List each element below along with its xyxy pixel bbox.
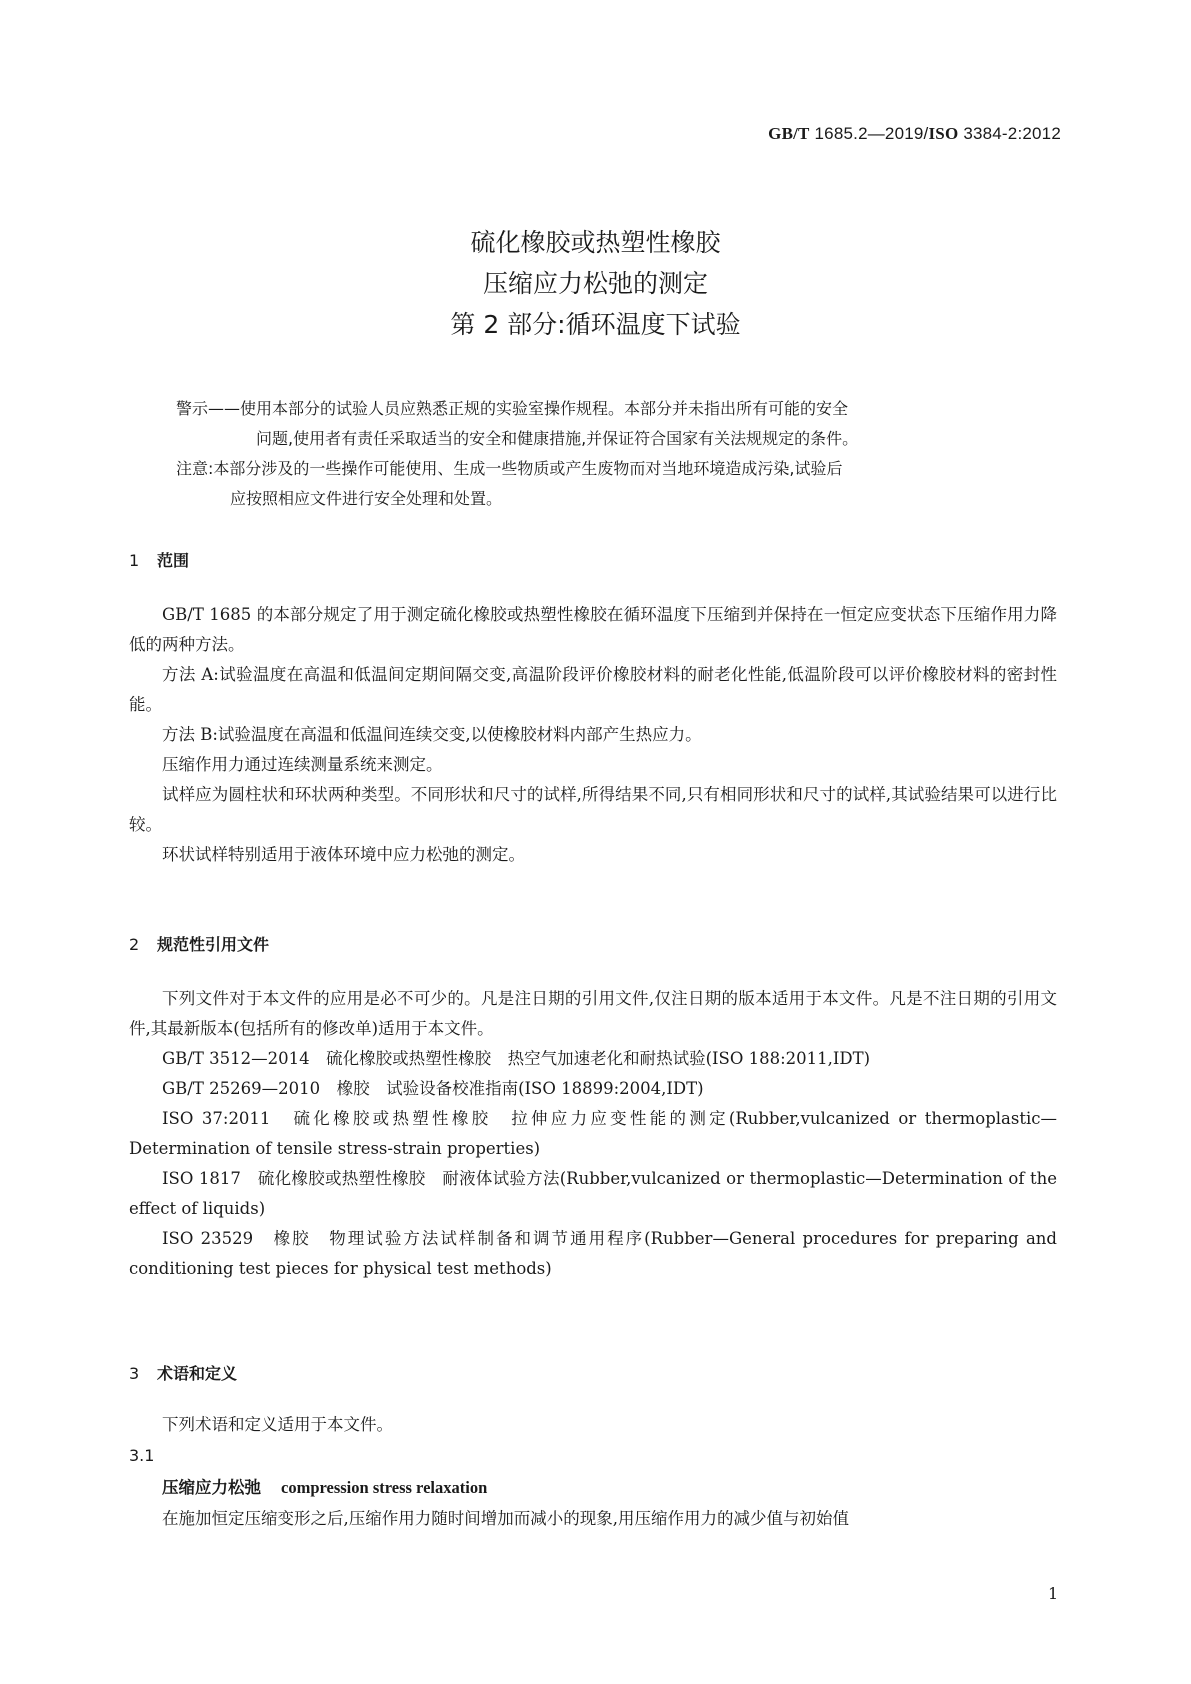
section-title: 范围 <box>157 551 190 570</box>
standard-code <box>768 124 1061 144</box>
standard-number: 1685.2—2019/ <box>809 124 929 143</box>
section-3-body <box>129 1410 1057 1440</box>
section-number: 2 <box>129 935 140 954</box>
iso-prefix: ISO <box>928 124 959 143</box>
paragraph: 下列文件对于本文件的应用是必不可少的。凡是注日期的引用文件,仅注日期的版本适用于本文件。凡是不注日期的引用文件,其最新版本(包括所有的修改单)适用于本文件。 <box>129 989 1057 1038</box>
title-line-2: 压缩应力松弛的测定 <box>482 269 708 298</box>
section-number: 3 <box>129 1364 140 1383</box>
title-line-1: 硫化橡胶或热塑性橡胶 <box>470 228 721 257</box>
section-title: 规范性引用文件 <box>157 935 270 954</box>
warning-line-2: 问题,使用者有责任采取适当的安全和健康措施,并保证符合国家有关法规规定的条件。 <box>256 429 859 448</box>
section-1-body <box>129 600 1057 870</box>
term-en: compression stress relaxation <box>281 1478 488 1497</box>
reference-item: ISO 23529 橡胶 物理试验方法试样制备和调节通用程序(Rubber—General procedures for preparing and conditioning test pieces for physical test methods) <box>129 1229 1057 1278</box>
paragraph: 压缩作用力通过连续测量系统来测定。 <box>162 755 443 774</box>
note-line-2: 应按照相应文件进行安全处理和处置。 <box>230 489 503 508</box>
paragraph: GB/T 1685 的本部分规定了用于测定硫化橡胶或热塑性橡胶在循环温度下压缩到并保持在一恒定应变状态下压缩作用力降低的两种方法。 <box>129 605 1057 654</box>
term-heading <box>162 1474 487 1498</box>
section-2-heading <box>129 932 269 955</box>
definition-text: 在施加恒定压缩变形之后,压缩作用力随时间增加而减小的现象,用压缩作用力的减少值与初始值 <box>162 1509 849 1528</box>
note-block <box>176 454 1056 514</box>
term-definition <box>129 1504 1057 1534</box>
standard-prefix: GB/T <box>768 124 810 143</box>
note-line-1: 注意:本部分涉及的一些操作可能使用、生成一些物质或产生废物而对当地环境造成污染,试验后 <box>176 459 843 478</box>
title-line-3: 第 2 部分:循环温度下试验 <box>450 310 741 339</box>
reference-item: ISO 1817 硫化橡胶或热塑性橡胶 耐液体试验方法(Rubber,vulcanized or thermoplastic—Determination of the effect of liquids) <box>129 1169 1057 1218</box>
document-title <box>0 222 1191 345</box>
section-2-body <box>129 984 1057 1284</box>
section-3-heading <box>129 1361 237 1384</box>
warning-line-1: 警示——使用本部分的试验人员应熟悉正规的实验室操作规程。本部分并未指出所有可能的安全 <box>176 399 849 418</box>
warning-block <box>176 394 1056 454</box>
section-number: 1 <box>129 551 140 570</box>
paragraph: 下列术语和定义适用于本文件。 <box>162 1415 393 1434</box>
section-1-heading <box>129 548 189 571</box>
term-number: 3.1 <box>129 1446 155 1465</box>
reference-item: GB/T 25269—2010 橡胶 试验设备校准指南(ISO 18899:2004,IDT) <box>162 1079 704 1098</box>
page-number: 1 <box>1048 1584 1059 1603</box>
section-title: 术语和定义 <box>157 1364 238 1383</box>
paragraph: 试样应为圆柱状和环状两种类型。不同形状和尺寸的试样,所得结果不同,只有相同形状和尺寸的试样,其试验结果可以进行比较。 <box>129 785 1057 834</box>
paragraph: 方法 A:试验温度在高温和低温间定期间隔交变,高温阶段评价橡胶材料的耐老化性能,低温阶段可以评价橡胶材料的密封性能。 <box>129 665 1057 714</box>
term-zh: 压缩应力松弛 <box>162 1478 261 1497</box>
paragraph: 环状试样特别适用于液体环境中应力松弛的测定。 <box>162 845 525 864</box>
reference-item: ISO 37:2011 硫化橡胶或热塑性橡胶 拉伸应力应变性能的测定(Rubber,vulcanized or thermoplastic—Determination of tensile stress-strain properties) <box>129 1109 1057 1158</box>
iso-number: 3384-2:2012 <box>958 124 1061 143</box>
paragraph: 方法 B:试验温度在高温和低温间连续交变,以使橡胶材料内部产生热应力。 <box>162 725 702 744</box>
reference-item: GB/T 3512—2014 硫化橡胶或热塑性橡胶 热空气加速老化和耐热试验(ISO 188:2011,IDT) <box>162 1049 871 1068</box>
